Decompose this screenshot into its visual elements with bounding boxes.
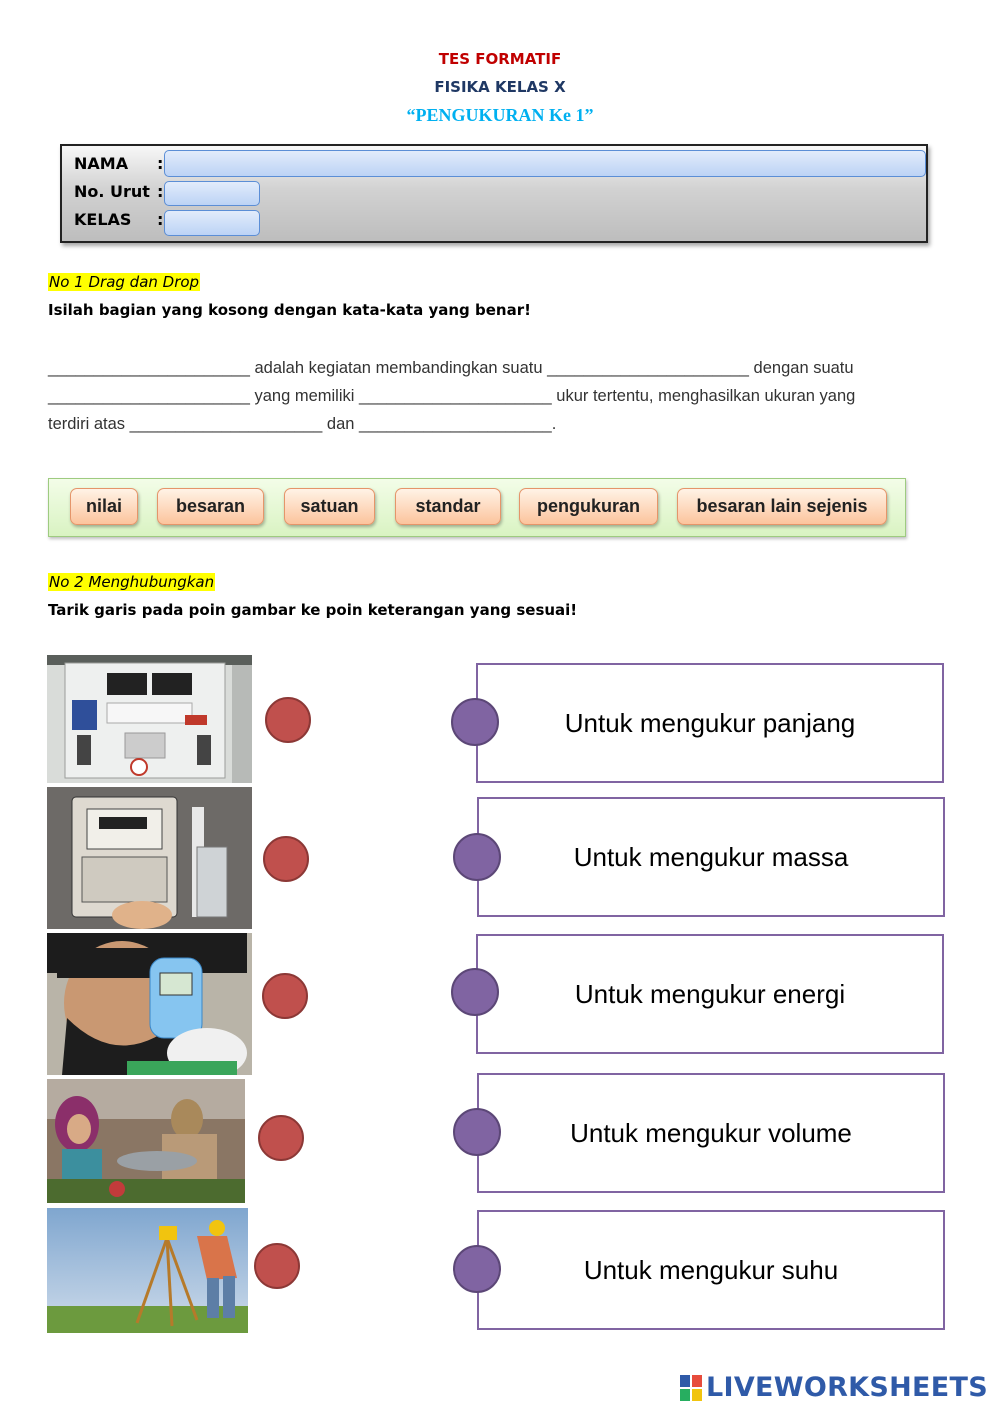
image-point-5[interactable] xyxy=(254,1243,300,1289)
drop-zone-3[interactable] xyxy=(48,385,258,407)
market-scale-photo xyxy=(47,1079,245,1203)
page-title: TES FORMATIF xyxy=(438,50,562,68)
liveworksheets-logo-icon xyxy=(680,1375,702,1401)
page-topic: “PENGUKURAN Ke 1” xyxy=(406,105,594,125)
description-box-1: Untuk mengukur panjang xyxy=(476,663,944,783)
description-point-2[interactable] xyxy=(453,833,501,881)
image-point-2[interactable] xyxy=(263,836,309,882)
q1-line-2: ______________________ yang memiliki _____________________ ukur tertentu, menghasilkan ukuran yang xyxy=(48,387,856,405)
name-field[interactable] xyxy=(164,150,926,177)
q2-instruction: Tarik garis pada poin gambar ke poin keterangan yang sesuai! xyxy=(48,601,578,619)
description-point-5[interactable] xyxy=(453,1245,501,1293)
q2-tag: No 2 Menghubungkan xyxy=(49,573,215,591)
q1-tag: No 1 Drag dan Drop xyxy=(49,273,200,291)
word-chip-besaran-lain-sejenis[interactable]: besaran lain sejenis xyxy=(677,488,887,525)
fuel-dispenser-photo xyxy=(47,655,252,783)
student-identity-panel xyxy=(60,144,928,243)
number-label: No. Urut xyxy=(74,182,150,201)
page-subtitle: FISIKA KELAS X xyxy=(434,78,566,96)
number-field[interactable] xyxy=(164,181,260,206)
description-box-2: Untuk mengukur massa xyxy=(477,797,945,917)
drop-zone-5[interactable] xyxy=(139,413,339,435)
word-chip-standar[interactable]: standar xyxy=(395,488,501,525)
image-point-3[interactable] xyxy=(262,973,308,1019)
word-chip-pengukuran[interactable]: pengukuran xyxy=(519,488,658,525)
theodolite-survey-photo xyxy=(47,1208,248,1333)
word-chip-satuan[interactable]: satuan xyxy=(284,488,375,525)
word-chip-besaran[interactable]: besaran xyxy=(157,488,264,525)
class-label: KELAS xyxy=(74,210,132,229)
drop-zone-1[interactable] xyxy=(48,357,258,379)
class-colon: : xyxy=(157,210,164,229)
drop-zone-2[interactable] xyxy=(593,357,803,379)
description-box-4: Untuk mengukur volume xyxy=(477,1073,945,1193)
image-point-4[interactable] xyxy=(258,1115,304,1161)
drop-zone-6[interactable] xyxy=(381,413,581,435)
word-bank xyxy=(48,478,906,537)
liveworksheets-logo xyxy=(680,1372,988,1403)
name-colon: : xyxy=(157,154,164,173)
description-box-5: Untuk mengukur suhu xyxy=(477,1210,945,1330)
description-point-4[interactable] xyxy=(453,1108,501,1156)
q1-instruction: Isilah bagian yang kosong dengan kata-kata yang benar! xyxy=(48,301,531,319)
description-box-3: Untuk mengukur energi xyxy=(476,934,944,1054)
description-point-1[interactable] xyxy=(451,698,499,746)
q1-line-1: ______________________ adalah kegiatan membandingkan suatu ______________________ dengan suatu xyxy=(48,359,854,377)
number-colon: : xyxy=(157,182,164,201)
description-point-3[interactable] xyxy=(451,968,499,1016)
drop-zone-4[interactable] xyxy=(382,385,582,407)
name-label: NAMA xyxy=(74,154,129,173)
thermometer-gun-photo xyxy=(47,933,252,1075)
class-field[interactable] xyxy=(164,210,260,236)
brand-name: LIVEWORKSHEETS xyxy=(705,1372,988,1403)
image-point-1[interactable] xyxy=(265,697,311,743)
q1-line-3: terdiri atas _____________________ dan _____________________. xyxy=(48,415,557,433)
electricity-meter-photo xyxy=(47,787,252,929)
word-chip-nilai[interactable]: nilai xyxy=(70,488,138,525)
